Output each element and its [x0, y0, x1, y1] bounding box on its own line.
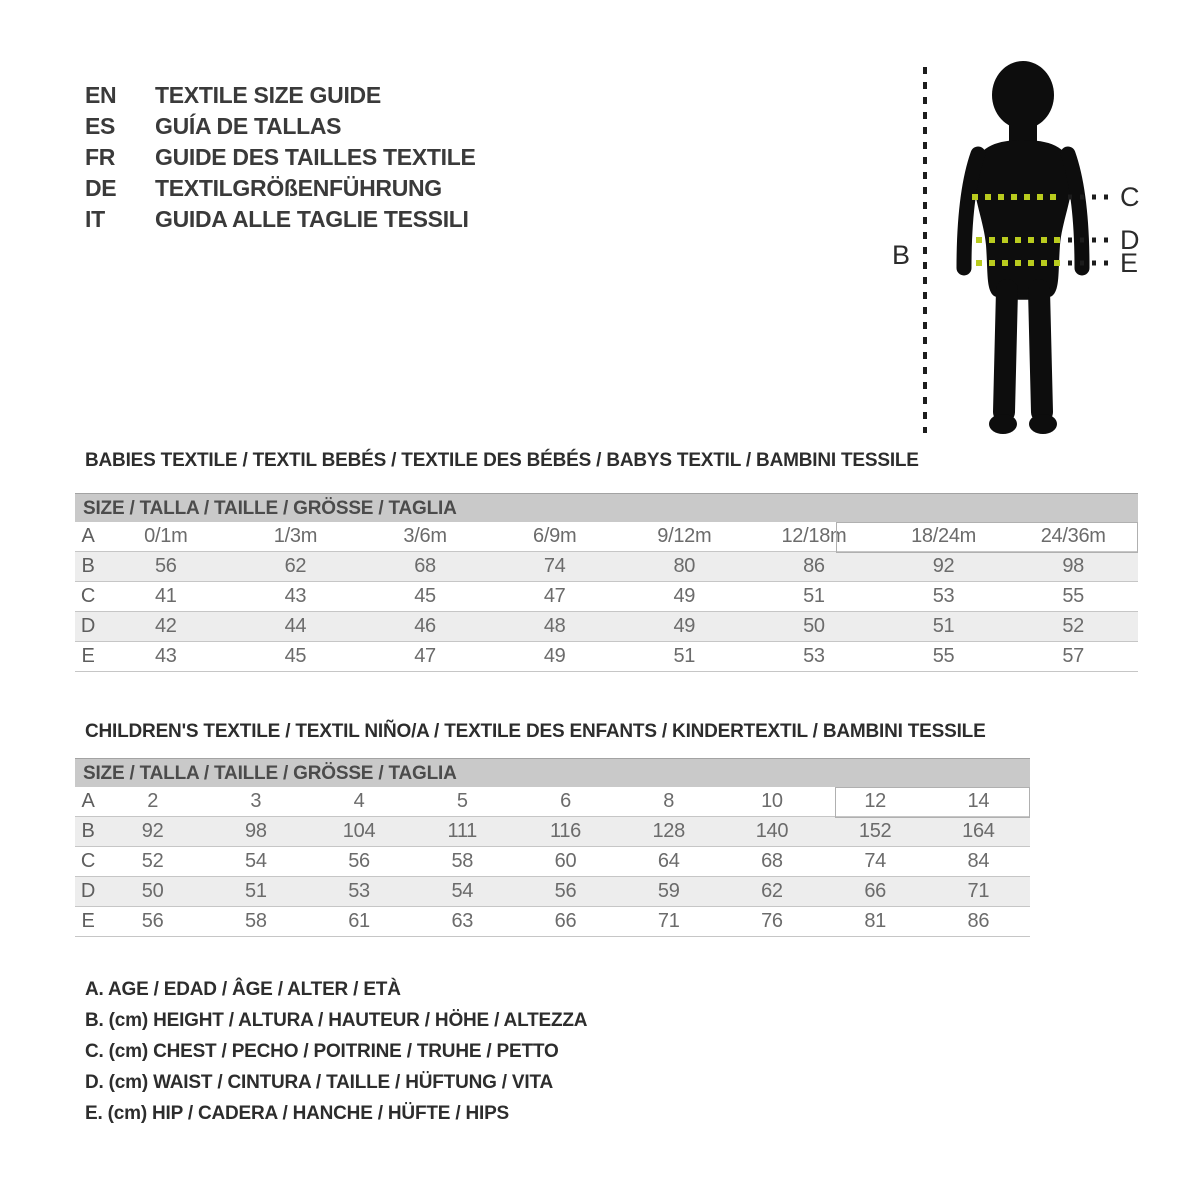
table-row — [75, 642, 1138, 672]
language-row — [85, 173, 476, 204]
value-cell: 57 — [1062, 645, 1085, 667]
value-cell: 64 — [657, 850, 680, 872]
row-label-cell: B — [81, 820, 95, 842]
babies-table-header: SIZE / TALLA / TAILLE / GRÖSSE / TAGLIA — [75, 493, 1138, 522]
value-cell: 6/9m — [533, 525, 577, 547]
value-cell: 98 — [1062, 555, 1085, 577]
value-cell: 74 — [543, 555, 566, 577]
value-cell: 12 — [864, 790, 886, 812]
chest-label: C — [1120, 182, 1140, 212]
table-row — [75, 847, 1030, 877]
value-cell: 47 — [543, 585, 566, 607]
value-cell: 104 — [342, 820, 376, 842]
value-cell: 0/1m — [144, 525, 188, 547]
table-row — [75, 907, 1030, 937]
value-cell: 86 — [967, 910, 990, 932]
language-title: GUÍA DE TALLAS — [155, 113, 342, 139]
legend-item: C. (cm) CHEST / PECHO / POITRINE / TRUHE / PETTO — [85, 1041, 559, 1062]
value-cell: 47 — [414, 645, 436, 667]
value-cell: 71 — [967, 880, 990, 902]
row-label-cell: A — [81, 525, 95, 547]
table-row — [75, 612, 1138, 642]
value-cell: 3/6m — [403, 525, 447, 547]
legend-item: E. (cm) HIP / CADERA / HANCHE / HÜFTE / HIPS — [85, 1103, 510, 1124]
value-cell: 51 — [245, 880, 267, 902]
value-cell: 56 — [348, 850, 370, 872]
row-label-cell: D — [80, 615, 96, 637]
value-cell: 14 — [967, 790, 990, 812]
language-title: TEXTILGRÖßENFÜHRUNG — [155, 175, 442, 201]
value-cell: 50 — [803, 615, 825, 637]
children-table-header: SIZE / TALLA / TAILLE / GRÖSSE / TAGLIA — [75, 758, 1030, 787]
value-cell: 49 — [673, 615, 696, 637]
measurement-legend — [85, 974, 587, 1129]
value-cell: 152 — [858, 820, 892, 842]
row-label-cell: B — [81, 555, 95, 577]
value-cell: 49 — [673, 585, 696, 607]
silhouette-torso — [973, 140, 1072, 300]
language-row — [85, 204, 476, 235]
value-cell: 51 — [673, 645, 696, 667]
value-cell: 62 — [761, 880, 783, 902]
silhouette-left-leg — [1004, 290, 1007, 412]
silhouette-left-arm — [964, 154, 978, 268]
value-cell: 66 — [864, 880, 886, 902]
row-label-cell: D — [80, 880, 96, 902]
language-code: FR — [85, 144, 116, 170]
value-cell: 6 — [560, 790, 571, 812]
legend-item: B. (cm) HEIGHT / ALTURA / HAUTEUR / HÖHE / ALTEZZA — [85, 1010, 588, 1031]
babies-section-title: BABIES TEXTILE / TEXTIL BEBÉS / TEXTILE DES BÉBÉS / BABYS TEXTIL / BAMBINI TESSILE — [85, 450, 919, 471]
value-cell: 62 — [284, 555, 307, 577]
language-code: DE — [85, 175, 117, 201]
language-code: ES — [85, 113, 116, 139]
table-row — [75, 582, 1138, 612]
table-row — [75, 552, 1138, 582]
value-cell: 46 — [414, 615, 436, 637]
language-title: GUIDA ALLE TAGLIE TESSILI — [155, 206, 469, 232]
table-row — [75, 877, 1030, 907]
value-cell: 54 — [451, 880, 474, 902]
row-label-cell: C — [80, 850, 96, 872]
value-cell: 92 — [141, 820, 164, 842]
value-cell: 44 — [284, 615, 307, 637]
value-cell: 116 — [549, 820, 581, 842]
language-title: TEXTILE SIZE GUIDE — [155, 82, 381, 108]
babies-size-table — [75, 493, 1138, 672]
silhouette-left-foot — [989, 414, 1017, 434]
language-code: IT — [85, 206, 105, 232]
value-cell: 8 — [663, 790, 675, 812]
value-cell: 45 — [284, 645, 307, 667]
value-cell: 53 — [348, 880, 370, 902]
silhouette-right-leg — [1039, 290, 1042, 412]
table-row — [75, 817, 1030, 847]
value-cell: 51 — [803, 585, 825, 607]
language-row — [85, 142, 476, 173]
value-cell: 86 — [803, 555, 825, 577]
children-size-highlight-box — [835, 787, 1030, 818]
value-cell: 80 — [673, 555, 696, 577]
value-cell: 56 — [554, 880, 577, 902]
value-cell: 55 — [932, 645, 955, 667]
value-cell: 81 — [864, 910, 886, 932]
value-cell: 53 — [803, 645, 825, 667]
value-cell: 71 — [657, 910, 680, 932]
language-row — [85, 80, 476, 111]
value-cell: 52 — [1062, 615, 1085, 637]
value-cell: 76 — [761, 910, 783, 932]
value-cell: 74 — [864, 850, 886, 872]
height-label: B — [892, 240, 911, 270]
row-label-cell: E — [81, 910, 95, 932]
value-cell: 4 — [353, 790, 365, 812]
language-row — [85, 111, 476, 142]
value-cell: 10 — [761, 790, 783, 812]
children-size-table — [75, 758, 1030, 937]
value-cell: 51 — [932, 615, 955, 637]
value-cell: 53 — [932, 585, 955, 607]
value-cell: 56 — [141, 910, 164, 932]
value-cell: 66 — [554, 910, 577, 932]
value-cell: 49 — [543, 645, 566, 667]
value-cell: 68 — [414, 555, 436, 577]
value-cell: 45 — [414, 585, 436, 607]
value-cell: 98 — [245, 820, 267, 842]
value-cell: 84 — [967, 850, 990, 872]
children-section-title: CHILDREN'S TEXTILE / TEXTIL NIÑO/A / TEXTILE DES ENFANTS / KINDERTEXTIL / BAMBINI TESSILE — [85, 721, 986, 742]
silhouette-right-foot — [1029, 414, 1057, 434]
value-cell: 61 — [348, 910, 370, 932]
value-cell: 56 — [154, 555, 177, 577]
value-cell: 50 — [141, 880, 164, 902]
value-cell: 48 — [543, 615, 566, 637]
value-cell: 58 — [451, 850, 474, 872]
row-label-cell: A — [81, 790, 95, 812]
value-cell: 68 — [761, 850, 783, 872]
language-header — [85, 80, 476, 235]
value-cell: 164 — [962, 820, 995, 842]
value-cell: 5 — [456, 790, 468, 812]
value-cell: 55 — [1062, 585, 1085, 607]
legend-item: A. AGE / EDAD / ÂGE / ALTER / ETÀ — [85, 979, 401, 1000]
value-cell: 59 — [657, 880, 680, 902]
value-cell: 63 — [451, 910, 474, 932]
legend-item: D. (cm) WAIST / CINTURA / TAILLE / HÜFTUNG / VITA — [85, 1072, 553, 1093]
value-cell: 3 — [250, 790, 262, 812]
child-silhouette — [964, 61, 1082, 434]
row-label-cell: E — [81, 645, 95, 667]
silhouette-right-arm — [1068, 154, 1082, 268]
value-cell: 111 — [447, 820, 478, 842]
value-cell: 140 — [755, 820, 789, 842]
value-cell: 9/12m — [657, 525, 712, 547]
value-cell: 41 — [154, 585, 177, 607]
language-code: EN — [85, 82, 117, 108]
value-cell: 24/36m — [1040, 525, 1106, 547]
value-cell: 2 — [147, 790, 159, 812]
value-cell: 58 — [245, 910, 267, 932]
value-cell: 54 — [245, 850, 267, 872]
value-cell: 52 — [141, 850, 164, 872]
value-cell: 128 — [652, 820, 685, 842]
value-cell: 12/18m — [781, 525, 847, 547]
value-cell: 92 — [932, 555, 955, 577]
value-cell: 18/24m — [911, 525, 977, 547]
hip-label: E — [1120, 248, 1139, 278]
value-cell: 43 — [284, 585, 307, 607]
value-cell: 43 — [154, 645, 177, 667]
babies-size-highlight-box — [836, 522, 1138, 553]
row-label-cell: C — [80, 585, 96, 607]
waist-label: D — [1120, 225, 1140, 255]
value-cell: 60 — [554, 850, 577, 872]
value-cell: 1/3m — [273, 525, 318, 547]
value-cell: 42 — [154, 615, 177, 637]
child-silhouette-figure — [880, 40, 1160, 450]
language-title: GUIDE DES TAILLES TEXTILE — [155, 144, 476, 170]
